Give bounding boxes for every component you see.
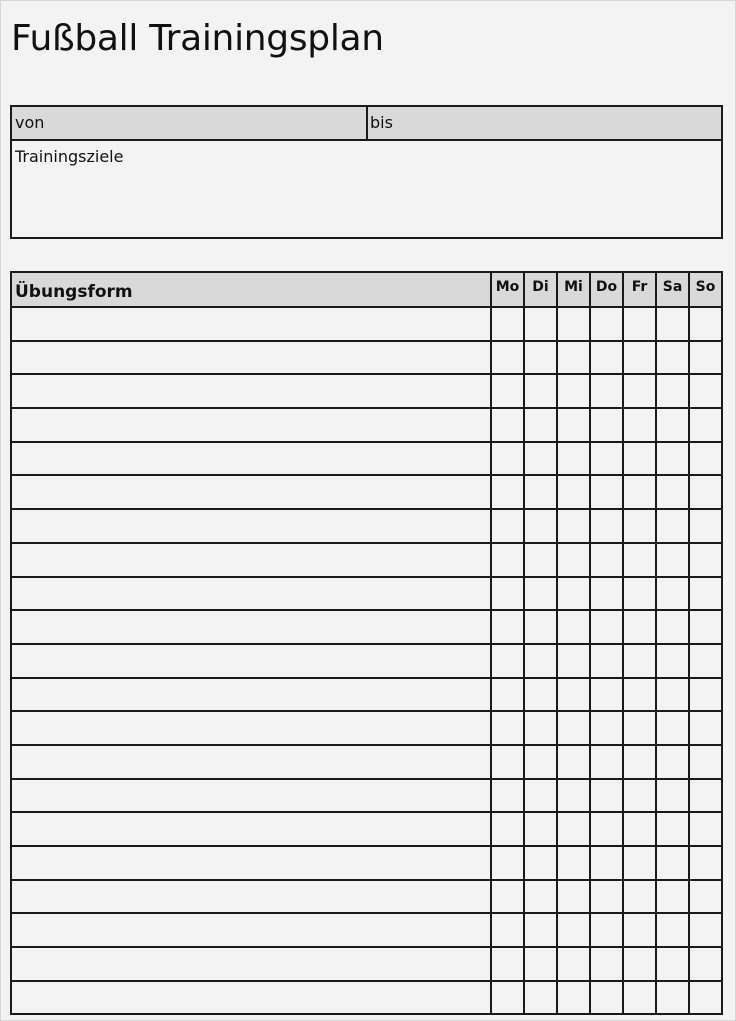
- day-cell-sa[interactable]: [656, 711, 689, 745]
- day-cell-di[interactable]: [524, 475, 557, 509]
- day-cell-do[interactable]: [590, 610, 623, 644]
- day-cell-so[interactable]: [689, 947, 722, 981]
- day-cell-sa[interactable]: [656, 307, 689, 341]
- day-cell-fr[interactable]: [623, 913, 656, 947]
- table-row: [11, 442, 722, 476]
- day-cell-di[interactable]: [524, 913, 557, 947]
- table-row: [11, 745, 722, 779]
- day-cell-sa[interactable]: [656, 408, 689, 442]
- day-cell-fr[interactable]: [623, 442, 656, 476]
- exercise-cell[interactable]: [11, 779, 491, 813]
- day-cell-fr[interactable]: [623, 341, 656, 375]
- exercise-cell[interactable]: [11, 981, 491, 1015]
- exercise-cell[interactable]: [11, 846, 491, 880]
- day-cell-do[interactable]: [590, 880, 623, 914]
- day-cell-so[interactable]: [689, 374, 722, 408]
- day-cell-mo[interactable]: [491, 442, 524, 476]
- day-header-di: Di: [524, 272, 557, 307]
- table-row: [11, 678, 722, 712]
- table-header-row: [11, 272, 722, 307]
- day-header-sa: Sa: [656, 272, 689, 307]
- day-cell-sa[interactable]: [656, 341, 689, 375]
- day-cell-do[interactable]: [590, 644, 623, 678]
- day-header-fr: Fr: [623, 272, 656, 307]
- day-cell-do[interactable]: [590, 442, 623, 476]
- day-cell-sa[interactable]: [656, 577, 689, 611]
- day-cell-di[interactable]: [524, 846, 557, 880]
- day-cell-fr[interactable]: [623, 745, 656, 779]
- day-cell-fr[interactable]: [623, 711, 656, 745]
- day-cell-mo[interactable]: [491, 678, 524, 712]
- exercise-cell[interactable]: [11, 913, 491, 947]
- table-row: [11, 880, 722, 914]
- day-cell-mo[interactable]: [491, 644, 524, 678]
- day-cell-mo[interactable]: [491, 913, 524, 947]
- day-cell-do[interactable]: [590, 779, 623, 813]
- exercise-cell[interactable]: [11, 644, 491, 678]
- day-cell-so[interactable]: [689, 846, 722, 880]
- table-row: [11, 947, 722, 981]
- day-header-mi: Mi: [557, 272, 590, 307]
- day-cell-mi[interactable]: [557, 307, 590, 341]
- day-cell-do[interactable]: [590, 341, 623, 375]
- training-plan-table: [10, 271, 723, 1015]
- table-row: [11, 577, 722, 611]
- day-cell-mo[interactable]: [491, 543, 524, 577]
- day-cell-do[interactable]: [590, 577, 623, 611]
- table-row: [11, 711, 722, 745]
- day-cell-do[interactable]: [590, 509, 623, 543]
- day-cell-fr[interactable]: [623, 779, 656, 813]
- exercise-cell[interactable]: [11, 947, 491, 981]
- day-cell-di[interactable]: [524, 543, 557, 577]
- exercise-cell[interactable]: [11, 610, 491, 644]
- day-cell-di[interactable]: [524, 880, 557, 914]
- day-cell-sa[interactable]: [656, 644, 689, 678]
- table-row: [11, 913, 722, 947]
- day-cell-mo[interactable]: [491, 475, 524, 509]
- day-cell-di[interactable]: [524, 408, 557, 442]
- day-cell-sa[interactable]: [656, 610, 689, 644]
- exercise-column-header: Übungsform: [11, 272, 491, 307]
- day-cell-so[interactable]: [689, 408, 722, 442]
- table-row: [11, 812, 722, 846]
- day-cell-mi[interactable]: [557, 442, 590, 476]
- day-cell-mi[interactable]: [557, 341, 590, 375]
- day-cell-sa[interactable]: [656, 543, 689, 577]
- table-body: [11, 307, 722, 1014]
- day-cell-fr[interactable]: [623, 543, 656, 577]
- table-row: [11, 509, 722, 543]
- day-header-so: So: [689, 272, 722, 307]
- day-cell-mi[interactable]: [557, 981, 590, 1015]
- day-cell-do[interactable]: [590, 543, 623, 577]
- day-cell-so[interactable]: [689, 913, 722, 947]
- from-date-field[interactable]: von: [12, 107, 368, 139]
- day-cell-mi[interactable]: [557, 947, 590, 981]
- exercise-cell[interactable]: [11, 880, 491, 914]
- day-cell-mo[interactable]: [491, 341, 524, 375]
- day-cell-mi[interactable]: [557, 408, 590, 442]
- table-row: [11, 981, 722, 1015]
- day-cell-so[interactable]: [689, 779, 722, 813]
- table-row: [11, 779, 722, 813]
- day-cell-fr[interactable]: [623, 880, 656, 914]
- exercise-cell[interactable]: [11, 711, 491, 745]
- day-cell-so[interactable]: [689, 307, 722, 341]
- day-cell-fr[interactable]: [623, 846, 656, 880]
- day-cell-mi[interactable]: [557, 880, 590, 914]
- day-cell-so[interactable]: [689, 577, 722, 611]
- page-title: Fußball Trainingsplan: [11, 18, 384, 59]
- date-range-row: [12, 107, 721, 141]
- day-cell-mo[interactable]: [491, 880, 524, 914]
- day-cell-do[interactable]: [590, 307, 623, 341]
- day-cell-fr[interactable]: [623, 408, 656, 442]
- day-cell-do[interactable]: [590, 678, 623, 712]
- day-cell-do[interactable]: [590, 408, 623, 442]
- day-cell-mo[interactable]: [491, 745, 524, 779]
- to-date-field[interactable]: bis: [370, 113, 393, 132]
- day-cell-sa[interactable]: [656, 981, 689, 1015]
- day-cell-mo[interactable]: [491, 374, 524, 408]
- table-row: [11, 341, 722, 375]
- day-cell-mi[interactable]: [557, 812, 590, 846]
- day-cell-fr[interactable]: [623, 678, 656, 712]
- day-cell-so[interactable]: [689, 341, 722, 375]
- exercise-cell[interactable]: [11, 577, 491, 611]
- day-cell-mi[interactable]: [557, 745, 590, 779]
- day-cell-di[interactable]: [524, 678, 557, 712]
- day-cell-mo[interactable]: [491, 408, 524, 442]
- day-cell-so[interactable]: [689, 812, 722, 846]
- day-cell-mi[interactable]: [557, 644, 590, 678]
- exercise-cell[interactable]: [11, 812, 491, 846]
- day-cell-mi[interactable]: [557, 475, 590, 509]
- day-cell-di[interactable]: [524, 577, 557, 611]
- day-cell-mo[interactable]: [491, 711, 524, 745]
- table-row: [11, 374, 722, 408]
- exercise-cell[interactable]: [11, 509, 491, 543]
- day-cell-fr[interactable]: [623, 812, 656, 846]
- table-row: [11, 610, 722, 644]
- day-cell-di[interactable]: [524, 947, 557, 981]
- day-cell-mi[interactable]: [557, 374, 590, 408]
- day-cell-do[interactable]: [590, 374, 623, 408]
- day-cell-fr[interactable]: [623, 374, 656, 408]
- day-cell-di[interactable]: [524, 745, 557, 779]
- exercise-cell[interactable]: [11, 307, 491, 341]
- day-cell-mi[interactable]: [557, 543, 590, 577]
- day-cell-mo[interactable]: [491, 577, 524, 611]
- day-cell-fr[interactable]: [623, 307, 656, 341]
- day-cell-mo[interactable]: [491, 947, 524, 981]
- day-cell-so[interactable]: [689, 711, 722, 745]
- day-cell-sa[interactable]: [656, 947, 689, 981]
- day-cell-di[interactable]: [524, 442, 557, 476]
- table-row: [11, 475, 722, 509]
- day-cell-fr[interactable]: [623, 981, 656, 1015]
- day-cell-do[interactable]: [590, 812, 623, 846]
- table-row: [11, 543, 722, 577]
- day-cell-so[interactable]: [689, 880, 722, 914]
- day-cell-sa[interactable]: [656, 745, 689, 779]
- day-cell-so[interactable]: [689, 610, 722, 644]
- day-cell-mi[interactable]: [557, 711, 590, 745]
- day-cell-sa[interactable]: [656, 442, 689, 476]
- day-cell-mo[interactable]: [491, 779, 524, 813]
- day-cell-mo[interactable]: [491, 509, 524, 543]
- exercise-cell[interactable]: [11, 442, 491, 476]
- day-cell-di[interactable]: [524, 779, 557, 813]
- day-cell-do[interactable]: [590, 475, 623, 509]
- day-cell-di[interactable]: [524, 341, 557, 375]
- day-cell-so[interactable]: [689, 475, 722, 509]
- day-cell-di[interactable]: [524, 509, 557, 543]
- day-cell-di[interactable]: [524, 812, 557, 846]
- day-cell-mo[interactable]: [491, 812, 524, 846]
- day-cell-di[interactable]: [524, 711, 557, 745]
- day-cell-mo[interactable]: [491, 610, 524, 644]
- day-cell-mo[interactable]: [491, 981, 524, 1015]
- info-box: [10, 105, 723, 239]
- day-cell-mi[interactable]: [557, 913, 590, 947]
- day-cell-fr[interactable]: [623, 644, 656, 678]
- day-cell-fr[interactable]: [623, 610, 656, 644]
- table-row: [11, 408, 722, 442]
- day-header-do: Do: [590, 272, 623, 307]
- day-header-mo: Mo: [491, 272, 524, 307]
- day-cell-di[interactable]: [524, 374, 557, 408]
- day-cell-so[interactable]: [689, 981, 722, 1015]
- day-cell-mi[interactable]: [557, 509, 590, 543]
- day-cell-mi[interactable]: [557, 610, 590, 644]
- day-cell-sa[interactable]: [656, 678, 689, 712]
- day-cell-so[interactable]: [689, 678, 722, 712]
- day-cell-so[interactable]: [689, 745, 722, 779]
- day-cell-fr[interactable]: [623, 947, 656, 981]
- day-cell-sa[interactable]: [656, 475, 689, 509]
- day-cell-sa[interactable]: [656, 779, 689, 813]
- day-cell-sa[interactable]: [656, 812, 689, 846]
- day-cell-sa[interactable]: [656, 880, 689, 914]
- exercise-cell[interactable]: [11, 341, 491, 375]
- exercise-cell[interactable]: [11, 374, 491, 408]
- exercise-cell[interactable]: [11, 475, 491, 509]
- exercise-cell[interactable]: [11, 408, 491, 442]
- day-cell-mi[interactable]: [557, 678, 590, 712]
- exercise-cell[interactable]: [11, 543, 491, 577]
- exercise-cell[interactable]: [11, 745, 491, 779]
- day-cell-mi[interactable]: [557, 846, 590, 880]
- day-cell-di[interactable]: [524, 307, 557, 341]
- day-cell-fr[interactable]: [623, 509, 656, 543]
- day-cell-do[interactable]: [590, 711, 623, 745]
- day-cell-sa[interactable]: [656, 509, 689, 543]
- day-cell-mo[interactable]: [491, 846, 524, 880]
- day-cell-do[interactable]: [590, 913, 623, 947]
- day-cell-so[interactable]: [689, 543, 722, 577]
- training-goals-field[interactable]: Trainingsziele: [15, 147, 124, 166]
- day-cell-so[interactable]: [689, 442, 722, 476]
- day-cell-do[interactable]: [590, 846, 623, 880]
- day-cell-do[interactable]: [590, 981, 623, 1015]
- day-cell-sa[interactable]: [656, 374, 689, 408]
- exercise-cell[interactable]: [11, 678, 491, 712]
- day-cell-so[interactable]: [689, 509, 722, 543]
- day-cell-di[interactable]: [524, 610, 557, 644]
- table-row: [11, 644, 722, 678]
- day-cell-sa[interactable]: [656, 913, 689, 947]
- day-cell-mo[interactable]: [491, 307, 524, 341]
- day-cell-do[interactable]: [590, 745, 623, 779]
- day-cell-do[interactable]: [590, 947, 623, 981]
- day-cell-mi[interactable]: [557, 577, 590, 611]
- table-row: [11, 846, 722, 880]
- table-row: [11, 307, 722, 341]
- day-cell-fr[interactable]: [623, 475, 656, 509]
- day-cell-fr[interactable]: [623, 577, 656, 611]
- day-cell-di[interactable]: [524, 644, 557, 678]
- day-cell-so[interactable]: [689, 644, 722, 678]
- day-cell-mi[interactable]: [557, 779, 590, 813]
- day-cell-di[interactable]: [524, 981, 557, 1015]
- day-cell-sa[interactable]: [656, 846, 689, 880]
